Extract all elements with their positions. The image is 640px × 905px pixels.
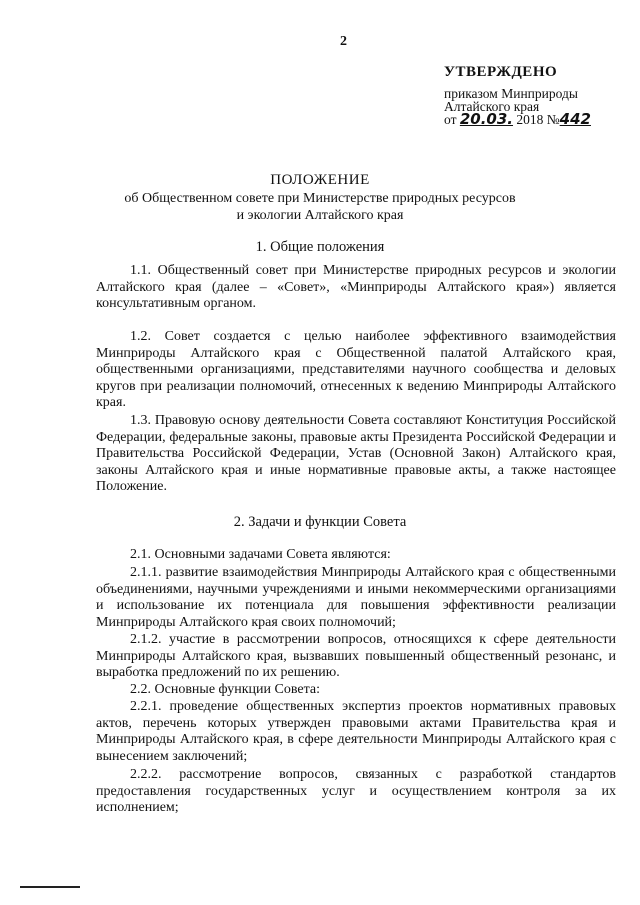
document-subtitle-line-1: об Общественном совете при Министерстве природных ресурсов xyxy=(124,191,516,206)
date-prefix: от xyxy=(444,112,457,127)
approval-order-line: приказом Минприроды xyxy=(444,86,578,101)
paragraph-2-2-1: 2.2.1. проведение общественных экспертиз проектов нормативных правовых актов, перечень которых утвержден правовыми актами Правительства края и Минприроды Алтайского края, в сфере деятельности Минприроды Алтайского края с вынесением заключений; xyxy=(96,699,616,764)
paragraph-1-1: 1.1. Общественный совет при Министерстве природных ресурсов и экологии Алтайского края (далее – «Совет», «Минприроды Алтайского края») является консультативным органом. xyxy=(96,263,616,311)
page-number: 2 xyxy=(340,34,347,49)
approved-label: УТВЕРЖДЕНО xyxy=(444,64,558,80)
paragraph-2-1-1: 2.1.1. развитие взаимодействия Минприроды Алтайского края с общественными объединениями, научными учреждениями и иными некоммерческими организациями и использование их потенциала для повышения эффективности реализации Минприроды Алтайского края своих полномочий; xyxy=(96,565,616,630)
document-header xyxy=(0,170,640,224)
number-prefix: № xyxy=(546,112,560,127)
paragraph-2-2: 2.2. Основные функции Совета: xyxy=(130,682,321,697)
paragraph-1-3: 1.3. Правовую основу деятельности Совета составляют Конституция Российской Федерации, федеральные законы, правовые акты Президента Российской Федерации и Правительства Российской Федерации, Устав (Основной Закон) Алтайского края, законы Алтайского края и иные нормативные правовые акты, а также настоящее Положение. xyxy=(96,413,616,494)
document-title: ПОЛОЖЕНИЕ xyxy=(270,172,370,188)
document-subtitle-line-2: и экологии Алтайского края xyxy=(236,208,404,223)
section-heading-2: 2. Задачи и функции Совета xyxy=(233,514,407,530)
section-heading-1: 1. Общие положения xyxy=(255,239,385,255)
handwritten-date: 20.03. xyxy=(459,110,514,128)
approval-stamp xyxy=(444,64,624,126)
approval-date-line xyxy=(444,110,624,128)
date-year: 2018 xyxy=(516,112,544,127)
paragraph-2-1-2: 2.1.2. участие в рассмотрении вопросов, относящихся к сфере деятельности Минприроды Алтайского края, вызвавших повышенный общественный резонанс, и выработка предложений по их решению. xyxy=(96,632,616,680)
paragraph-2-2-2: 2.2.2. рассмотрение вопросов, связанных с разработкой стандартов предоставления государственных услуг и осуществлением контроля за их исполнением; xyxy=(96,767,616,815)
paragraph-2-1: 2.1. Основными задачами Совета являются: xyxy=(130,547,391,562)
paragraph-1-2: 1.2. Совет создается с целью наиболее эффективного взаимодействия Минприроды Алтайского края с Общественной палатой Алтайского края, общественными организациями, представителями научного сообщества и деловых кругов при реализации полномочий, отнесенных к ведению Минприроды Алтайского края. xyxy=(96,329,616,410)
handwritten-number: 442 xyxy=(559,110,591,128)
bottom-rule xyxy=(20,886,80,888)
approval-region-line: Алтайского края xyxy=(444,99,540,114)
